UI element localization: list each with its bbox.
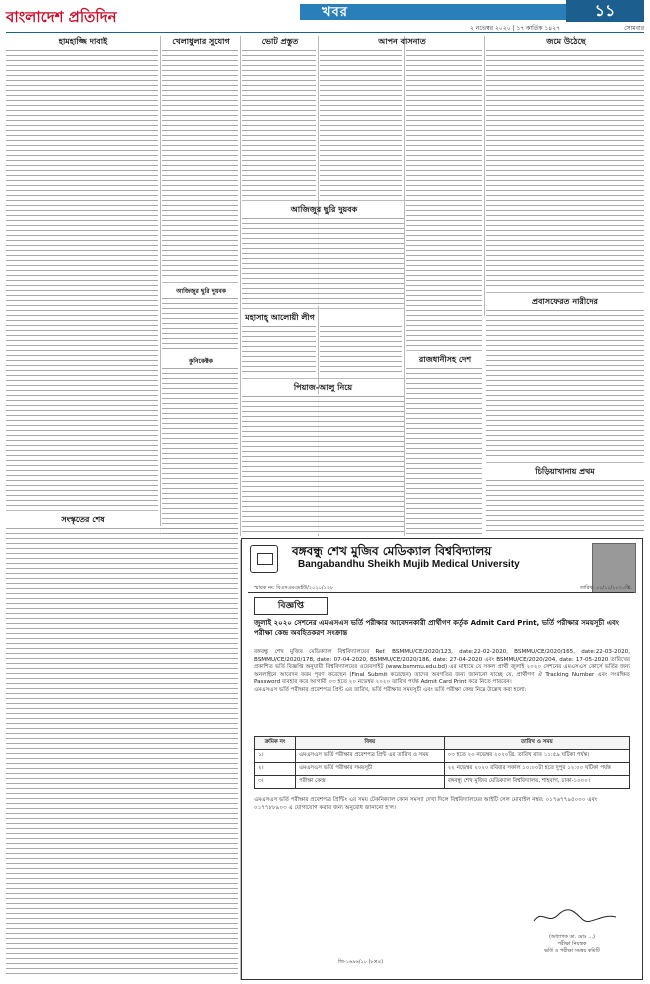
rule xyxy=(242,378,404,379)
article-body xyxy=(406,366,482,534)
table-row xyxy=(255,763,630,776)
table-cell: ১। xyxy=(255,750,296,763)
section-name: খবর xyxy=(322,5,348,20)
rule xyxy=(162,282,238,283)
article-body xyxy=(242,324,316,376)
headline[interactable]: আজিজুর ছুরি দুয়বক xyxy=(176,288,226,295)
headline[interactable]: মহাসাহ্‌ আলোয়ী লীগ xyxy=(245,313,315,322)
table-header: ক্রমিক নং xyxy=(255,737,296,750)
university-notice-ad xyxy=(241,538,643,980)
rule xyxy=(486,292,644,293)
headline[interactable]: সংস্কৃতের শেষ xyxy=(61,515,105,524)
headline[interactable]: কুনিকেক্টক xyxy=(189,358,213,365)
column-divider xyxy=(240,36,241,536)
article-body xyxy=(162,48,238,278)
issue-date: ২ নভেম্বর ২০২০ | ১৭ কার্তিক ১৪২৭ xyxy=(470,25,561,32)
table-header-row xyxy=(255,737,630,750)
signature-icon xyxy=(530,905,620,927)
headline[interactable]: পিয়াজ-আলু নিয়ে xyxy=(293,383,353,392)
article-body xyxy=(162,296,238,352)
schedule-table xyxy=(254,736,630,789)
notice-subject: জুলাই ২০২০ সেশনের এমএসএস ভর্তি পরীক্ষার আবেদনকারী প্রার্থীগণ কর্তৃক Admit Card Print, ভর্তি পরীক্ষার সময়সূচী এবং পরীক্ষা কেন্দ্র অবহিতকরণ সংক্রান্ত xyxy=(254,619,619,637)
headline[interactable]: আজিজুর ছুরি দুয়বক xyxy=(290,205,358,214)
ad-code: জি-১৬৯৬/১০ (৮×৪) xyxy=(338,959,384,965)
table-cell: ৩। xyxy=(255,776,296,789)
headline[interactable]: ভোট প্রস্তুত xyxy=(261,37,299,46)
article-body xyxy=(406,48,482,348)
table-row xyxy=(255,750,630,763)
notice-badge: বিজ্ঞপ্তি xyxy=(254,597,328,615)
table-intro: এমএসএস ভর্তি পরীক্ষার প্রবেশপত্র প্রিন্ট এর তারিখ, ভর্তি পরীক্ষার সময়সূচী এবং ভর্তি পরীক্ষা কেন্দ্র নিম্নে উল্লেখ করা হলো: xyxy=(254,686,527,693)
table-cell: পরীক্ষা কেন্দ্র xyxy=(296,776,445,789)
issue-day: সোমবার xyxy=(624,25,644,32)
rule xyxy=(242,308,404,309)
headline[interactable]: হামহাজ্জি দাবাই xyxy=(58,37,108,46)
headline[interactable]: প্রবাসফেরত নারীদের xyxy=(532,297,598,306)
article-body xyxy=(320,324,402,376)
column-divider xyxy=(160,36,161,536)
article-body xyxy=(486,48,644,288)
table-cell: এমএসএস ভর্তি পরীক্ষার প্রবেশপত্র প্রিন্ট এর তারিখ ও সময় xyxy=(296,750,445,763)
article-body xyxy=(486,308,644,458)
headline[interactable]: রাজধানীসহ দেশ xyxy=(418,355,472,364)
rule xyxy=(6,510,158,511)
column-divider xyxy=(404,36,405,536)
rule xyxy=(406,350,482,351)
notice-body-text: বঙ্গবন্ধু শেখ মুজিব মেডিক্যাল বিশ্ববিদ্যালয়ের Ref. BSMMU/CE/2020/123, date:22-02-2020, BSMMU/CE/2020/165, date:22-03-2020, BSMMU/CE/2020/178, date: 07-04-2020, BSMMU/CE/2020/186, date: 27-04-2020 এবং BSMMU/CE/2020/204, date: 17-05-2020 তারিখের প্রকাশিত ভর্তি বিজ্ঞপ্তি অনুযায়ী বিশ্ববিদ্যালয়ের ওয়েবসাইট (www.bsmmu.edu.bd) এর মাধ্যমে যে সকল প্রার্থী জুলাই ২০২০ সেশনের এমএসএস কোর্সে ভর্তির জন্য অনলাইনে আবেদন ফরম পূরণ করেছেন (Final Submit করেছেন) তাদের অবগতির জন্য জানানো যাচ্ছে যে, প্রার্থীগণ ঐ Tracking Number এবং সংরক্ষিত Password ব্যবহার করে আগামী ০৩ হতে ২০ নভেম্বর ২০২০ তারিখ পর্যন্ত Admit Card Print করে নিতে পারবেন। xyxy=(254,649,630,686)
column-divider xyxy=(484,36,485,316)
logo-text: বাংলাদেশ প্রতিদিন xyxy=(6,8,117,26)
table-header: বিষয় xyxy=(296,737,445,750)
ad-rule xyxy=(248,592,634,593)
masthead xyxy=(0,0,650,34)
article-body xyxy=(6,48,158,508)
table-cell: ২। xyxy=(255,763,296,776)
article-body xyxy=(320,48,402,198)
ad-reference: স্মারক নং: বিএসএমএমইউ/২০২০/১২৮ xyxy=(254,585,334,591)
table-cell: ২২ নভেম্বর ২০২০ রবিবার সকাল ১০:০০টা হতে দুপুর ১২:০০ ঘটিকা পর্যন্ত xyxy=(444,763,629,776)
article-body xyxy=(242,216,404,306)
article-body xyxy=(242,48,316,198)
ad-title-bangla: বঙ্গবন্ধু শেখ মুজিব মেডিক্যাল বিশ্ববিদ্যালয় xyxy=(292,544,492,558)
rule xyxy=(486,462,644,463)
masthead-rule xyxy=(6,32,644,33)
table-header: তারিখ ও সময় xyxy=(444,737,629,750)
article-body xyxy=(486,478,644,534)
university-logo-icon xyxy=(250,545,278,573)
ad-title-english: Bangabandhu Sheikh Mujib Medical University xyxy=(298,559,520,570)
table-row xyxy=(255,776,630,789)
newspaper-logo[interactable] xyxy=(6,6,117,31)
notice-note: এমএসএস ভর্তি পরীক্ষার প্রবেশপত্র প্রিন্টিং এর সময় টেকনিক্যাল কোন সমস্যা দেখা দিলে বিশ্ববিদ্যালয়ের আইটি সেল মোবাইল নম্বর: ০১৭৬৭৭৯৫০০০ এবং ০১৭৭৮৮৯০৩ এ যোগাযোগ করার জন্য অনুরোধ জানানো হ'ল। xyxy=(254,797,598,811)
article-body xyxy=(6,526,238,976)
rule xyxy=(242,200,406,201)
headline[interactable]: চিড়িয়াখানায় প্রথম xyxy=(535,467,595,476)
page-number: ১১ xyxy=(566,0,644,22)
ad-date: তারিখ: ০১/১১/২০২০খ্রি. xyxy=(579,585,632,591)
table-cell: এমএসএস ভর্তি পরীক্ষার সময়সূচী xyxy=(296,763,445,776)
table-cell: বঙ্গবন্ধু শেখ মুজিব মেডিক্যাল বিশ্ববিদ্যালয়, শাহবাগ, ঢাকা-১০০০। xyxy=(444,776,629,789)
signatory: (অধ্যাপক ডা. মোঃ ...) পরীক্ষা নিয়ন্ত্রক ভর্তি ও পরীক্ষা সমন্বয় কমিটি xyxy=(544,934,600,954)
notice-body xyxy=(254,649,630,695)
headline[interactable]: আপন বাসনাত xyxy=(378,37,426,46)
headline[interactable]: জমে উঠেছে xyxy=(546,37,586,46)
article-body xyxy=(162,366,238,534)
table-cell: ০৩ হতে ২০ নভেম্বর ২০২০খ্রি. তারিখ রাত ১১:৫৯ ঘটিকা পর্যন্ত। xyxy=(444,750,629,763)
headline[interactable]: খেলাধুলার সুযোগ xyxy=(172,37,230,46)
article-body xyxy=(242,394,404,534)
